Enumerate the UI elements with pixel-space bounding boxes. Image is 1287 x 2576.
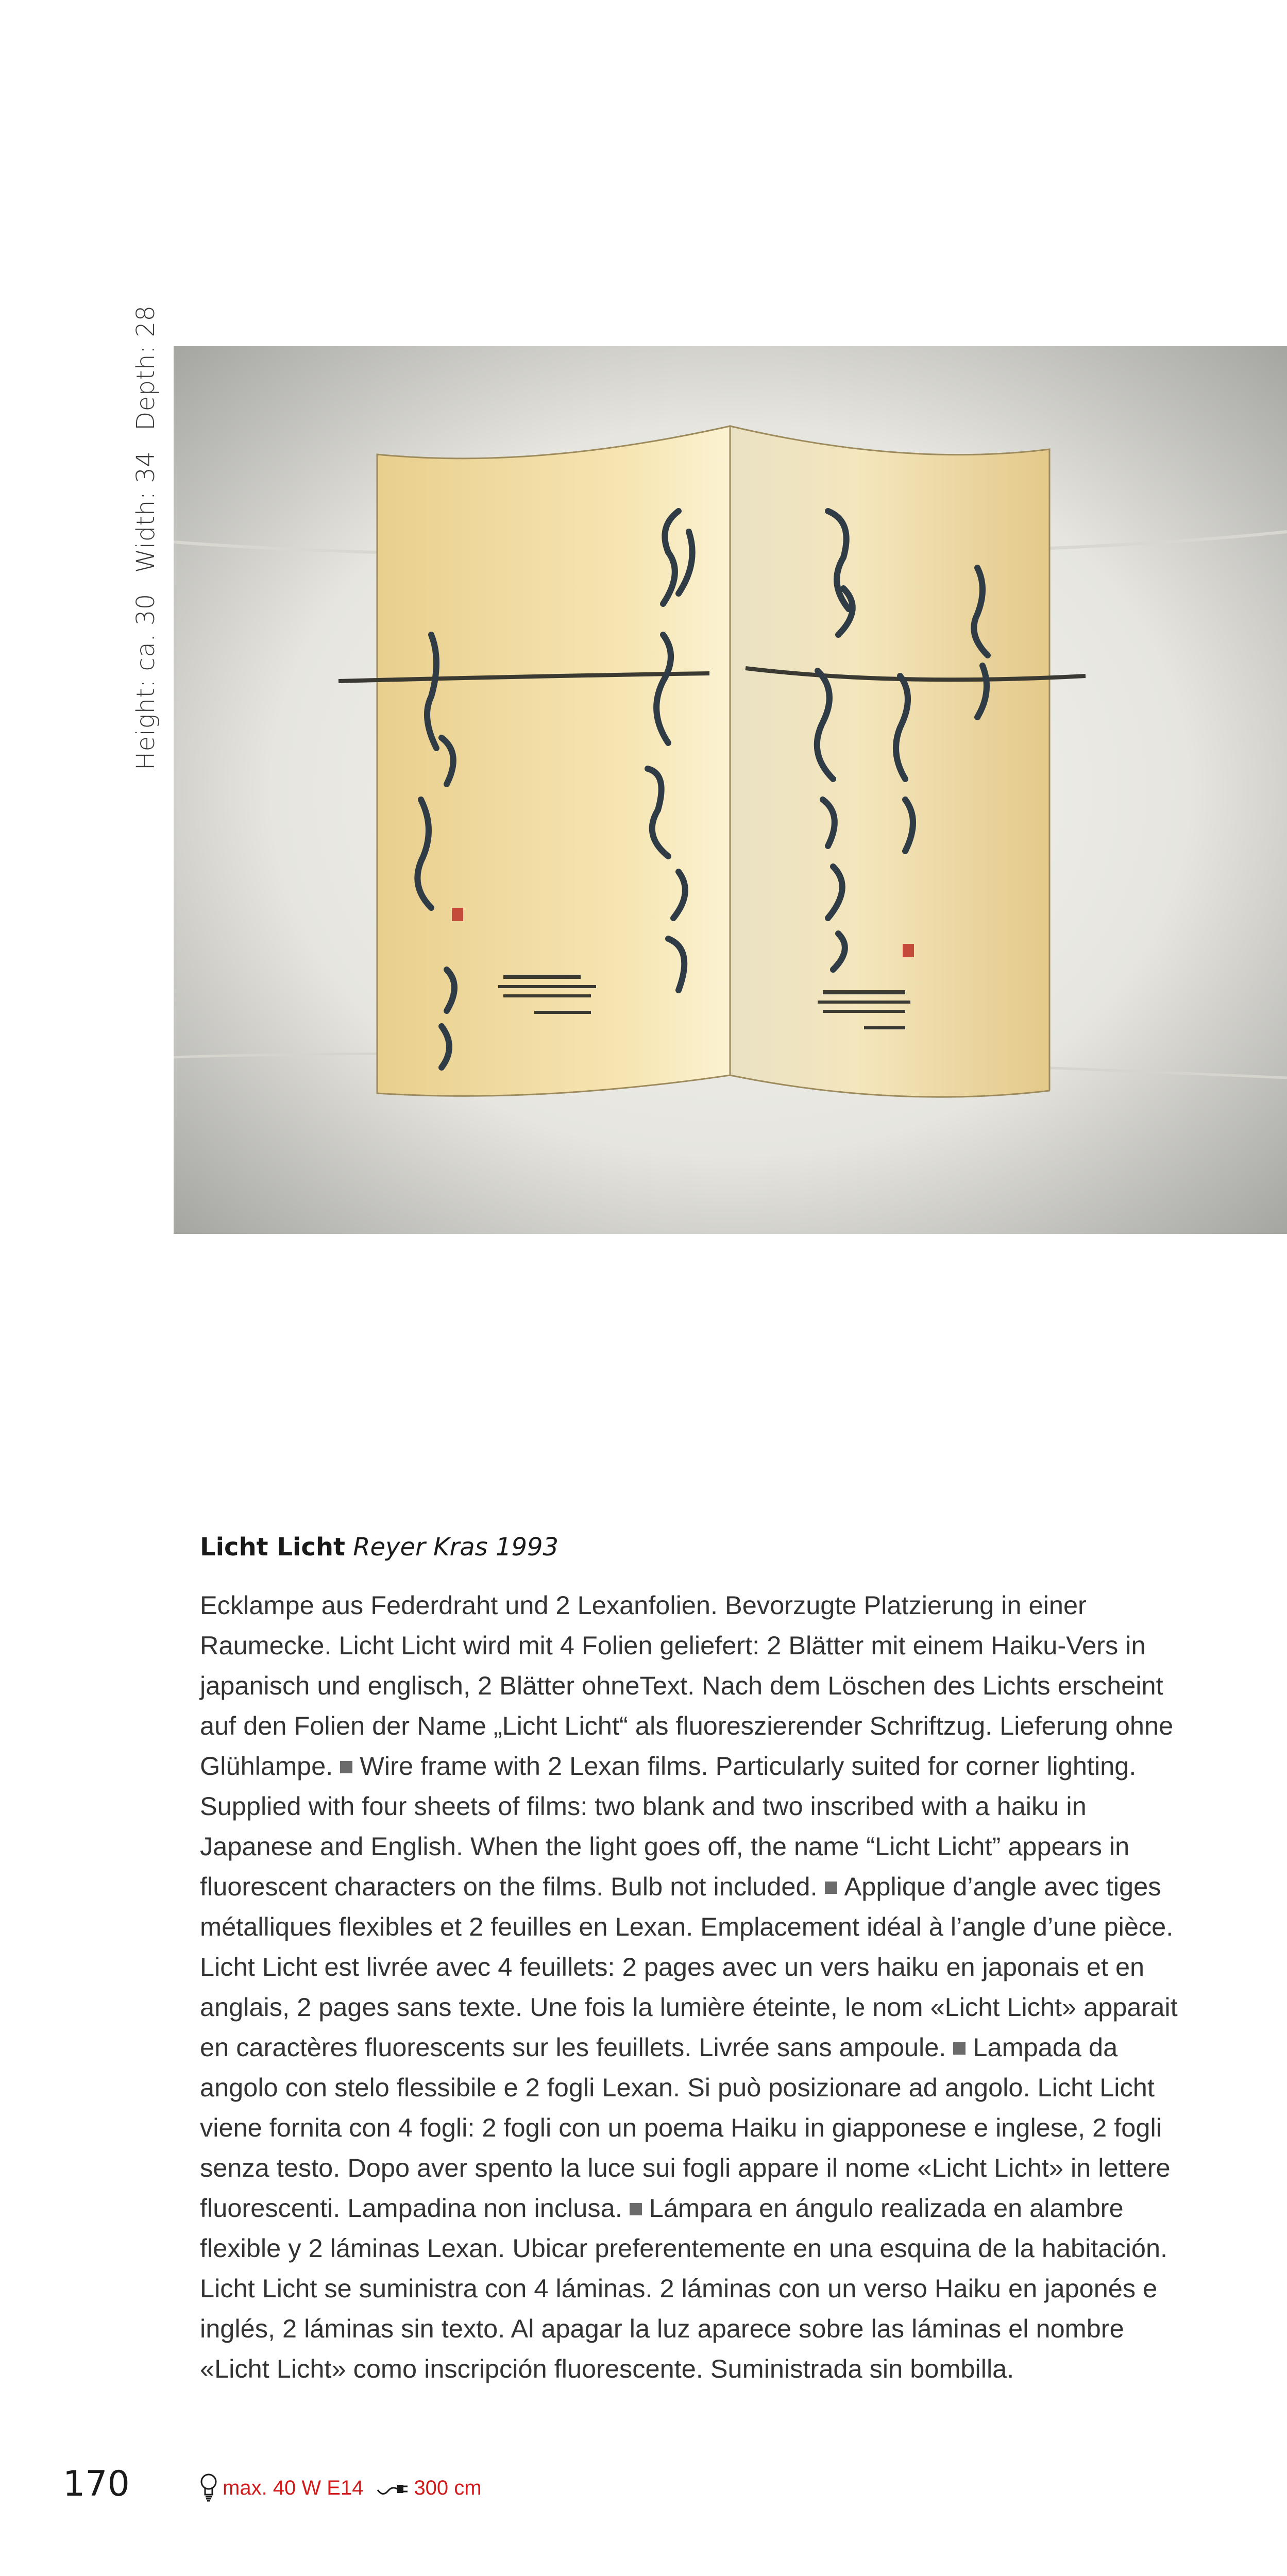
description-it: Lampada da angolo con stelo flessibile e 2 fogli Lexan. Si può posizionare ad angolo. Licht Licht viene fornita con 4 fogli: 2 fogli con un poema Haiku in giapponese e inglese, 2 fogli senza testo. Dopo aver spento la luce sui fogli appare il nome «Licht Licht» in lettere fluorescenti. Lampadina non inclusa. bbox=[200, 2032, 1171, 2223]
cable-spec bbox=[377, 2477, 481, 2500]
description-fr: Applique d’angle avec tiges métalliques flexibles et 2 feuilles en Lexan. Emplacement idéal à l’angle d’une pièce. Licht Licht est livrée avec 4 feuillets: 2 pages avec un vers haiku en japonais et en anglais, 2 pages sans texte. Une fois la lumière éteinte, le nom «Licht Licht» apparait en caractères fluorescents sur les feuillets. Livrée sans ampoule. bbox=[200, 1872, 1178, 2062]
right-sheet bbox=[730, 426, 1049, 1097]
product-text bbox=[200, 1533, 1194, 2389]
separator-square-icon bbox=[825, 1882, 837, 1894]
width-label: Width: 34 bbox=[131, 451, 160, 573]
separator-square-icon bbox=[340, 1761, 352, 1773]
product-photo bbox=[174, 346, 1287, 1234]
depth-label: Depth: 28 bbox=[131, 305, 160, 431]
product-title bbox=[200, 1533, 1194, 1562]
separator-square-icon bbox=[953, 2042, 966, 2055]
dimensions-label bbox=[131, 305, 160, 770]
product-description bbox=[200, 1585, 1194, 2389]
height-label: Height: ca. 30 bbox=[131, 594, 160, 770]
bulb-icon bbox=[200, 2473, 217, 2503]
spec-icons bbox=[200, 2473, 495, 2503]
product-name: Licht Licht bbox=[200, 1533, 345, 1562]
bulb-spec bbox=[200, 2473, 363, 2503]
separator-square-icon bbox=[630, 2203, 642, 2215]
description-de: Ecklampe aus Federdraht und 2 Lexanfolien. Bevorzugte Platzierung in einer Raumecke. Licht Licht wird mit 4 Folien geliefert: 2 Blätter mit einem Haiku-Vers in japanisch und englisch, 2 Blätter ohneText. Nach dem Löschen des Lichts erscheint auf den Folien der Name „Licht Licht“ als fluoreszierender Schriftzug. Lieferung ohne Glühlampe. bbox=[200, 1590, 1174, 1781]
description-en: Wire frame with 2 Lexan films. Particularly suited for corner lighting. Supplied with four sheets of films: two blank and two inscribed with a haiku in Japanese and English. When the light goes off, the name “Licht Licht” appears in fluorescent characters on the films. Bulb not included. bbox=[200, 1751, 1137, 1901]
cable-spec-label: 300 cm bbox=[414, 2476, 482, 2499]
bulb-spec-label: max. 40 W E14 bbox=[223, 2476, 364, 2499]
page-number: 170 bbox=[63, 2464, 130, 2504]
product-designer: Reyer Kras 1993 bbox=[353, 1533, 559, 1562]
plug-icon bbox=[377, 2479, 409, 2497]
lamp-illustration bbox=[174, 346, 1287, 1234]
description-es: Lámpara en ángulo realizada en alambre flexible y 2 láminas Lexan. Ubicar preferentemente en una esquina de la habitación. Licht Licht se suministra con 4 láminas. 2 láminas con un verso Haiku en japonés e inglés, 2 láminas sin texto. Al apagar la luz aparece sobre las láminas el nombre «Licht Licht» como inscripción fluorescente. Suministrada sin bombilla. bbox=[200, 2193, 1168, 2383]
